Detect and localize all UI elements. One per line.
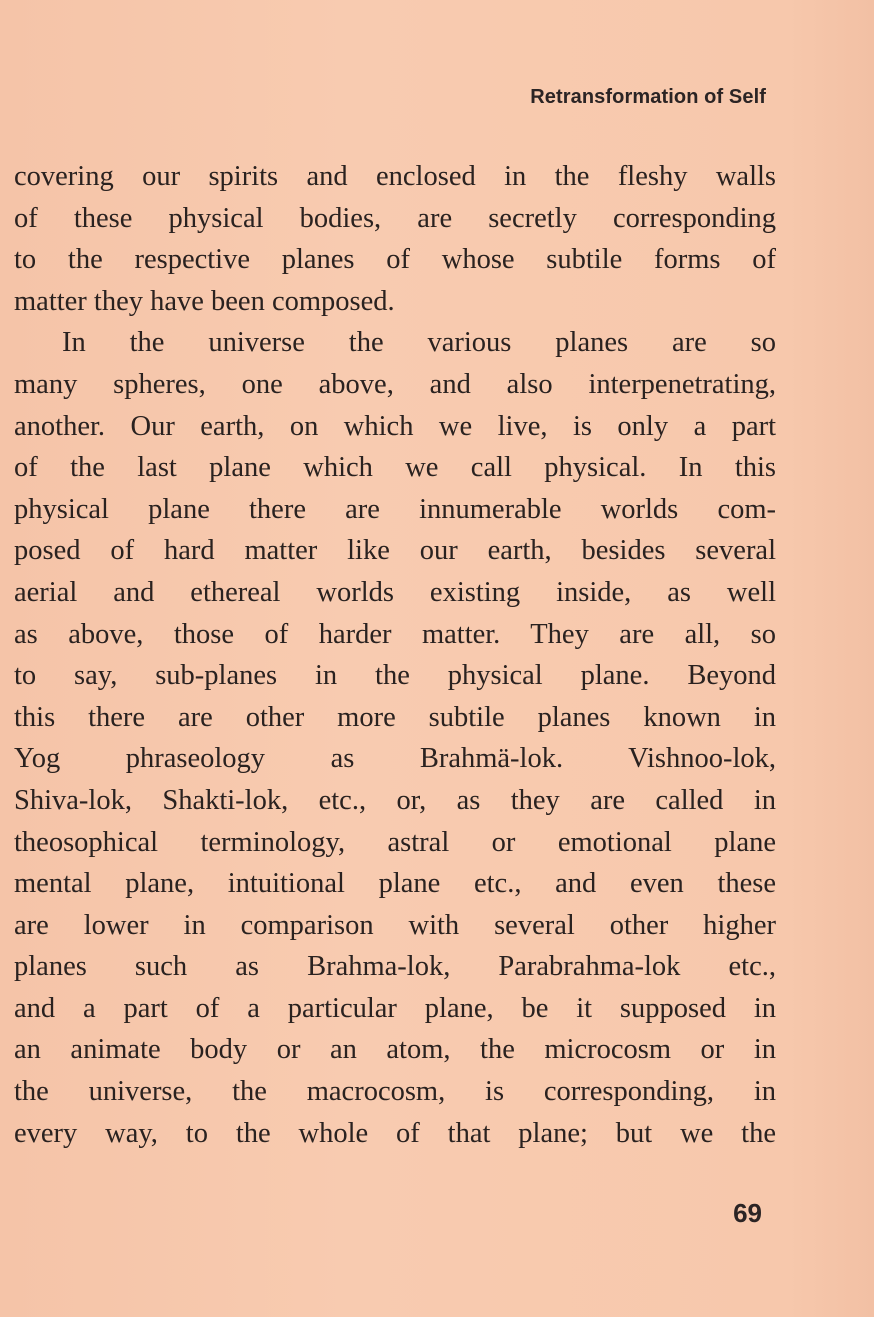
text-line: this there are other more subtile planes known in — [14, 701, 776, 733]
text-line: matter they have been composed. — [14, 285, 395, 317]
text-line: of the last plane which we call physical. In this — [14, 452, 776, 484]
page-number: 69 — [733, 1198, 762, 1228]
text-line: to say, sub-planes in the physical plane. Beyond — [14, 660, 776, 692]
text-line: another. Our earth, on which we live, is only a part — [14, 410, 776, 442]
text-line: the universe, the macrocosm, is corresponding, in — [14, 1076, 776, 1108]
text-line: physical plane there are innumerable worlds com- — [14, 493, 776, 525]
text-line: Shiva-lok, Shakti-lok, etc., or, as they are called in — [14, 784, 776, 816]
text-line: planes such as Brahma-lok, Parabrahma-lok etc., — [14, 951, 776, 983]
text-line: covering our spirits and enclosed in the fleshy walls — [14, 161, 776, 192]
text-line: of these physical bodies, are secretly corresponding — [14, 202, 776, 234]
text-line: In the universe the various planes are so — [62, 327, 776, 359]
text-line: posed of hard matter like our earth, besides several — [14, 535, 776, 567]
text-line: and a part of a particular plane, be it supposed in — [14, 992, 776, 1024]
text-line: every way, to the whole of that plane; but we the — [14, 1117, 776, 1149]
text-line: are lower in comparison with several other higher — [14, 909, 776, 941]
body-text — [14, 156, 776, 1154]
text-line: an animate body or an atom, the microcosm or in — [14, 1034, 776, 1066]
text-line: theosophical terminology, astral or emotional plane — [14, 826, 776, 858]
text-line: as above, those of harder matter. They are all, so — [14, 618, 776, 650]
text-line: Yog phraseology as Brahmä-lok. Vishnoo-lok, — [14, 743, 776, 775]
text-line: aerial and ethereal worlds existing inside, as well — [14, 576, 776, 608]
text-line: mental plane, intuitional plane etc., and even these — [14, 868, 776, 900]
running-head: Retransformation of Self — [530, 86, 766, 108]
text-line: to the respective planes of whose subtile forms of — [14, 244, 776, 276]
text-line: many spheres, one above, and also interpenetrating, — [14, 368, 776, 400]
